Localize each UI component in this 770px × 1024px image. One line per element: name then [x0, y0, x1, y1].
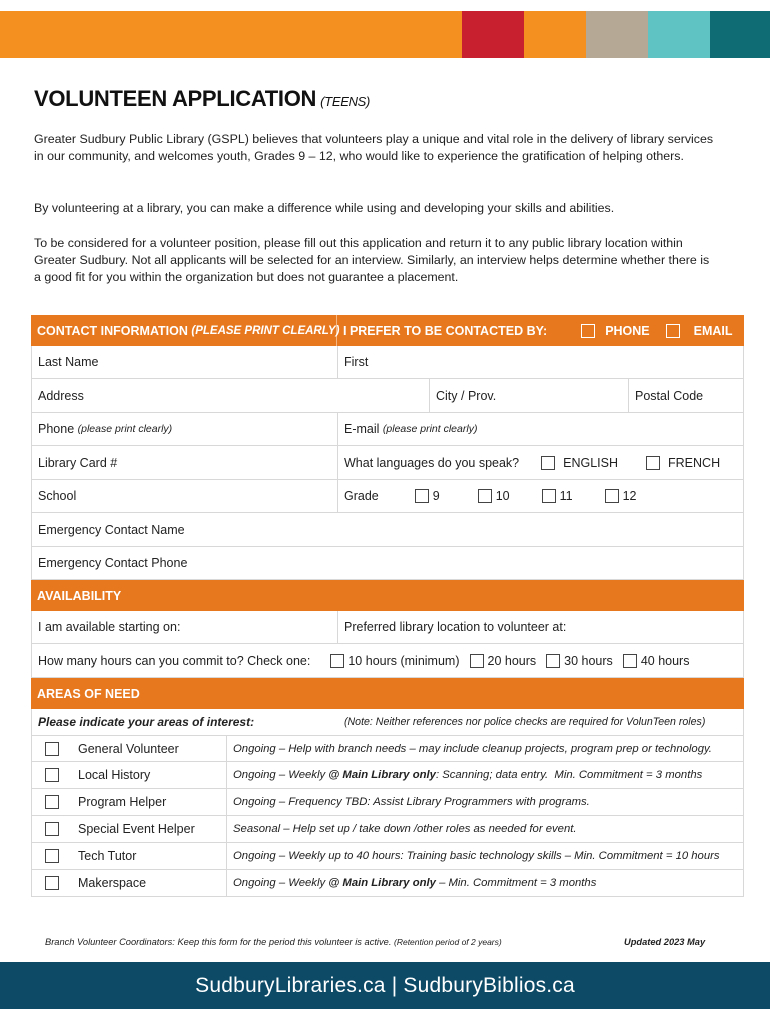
banner-segment-teal	[648, 11, 710, 58]
last-name-label: Last Name	[38, 355, 99, 369]
prefer-phone-option[interactable]	[581, 324, 649, 338]
first-name-label: First	[344, 355, 369, 369]
phone-note: (please print clearly)	[77, 423, 173, 435]
area-checkbox-cell	[32, 843, 72, 869]
phone-email-row	[31, 413, 744, 446]
hours-10-label: 10 hours (minimum)	[348, 653, 460, 668]
languages-field	[338, 446, 743, 479]
area-description-post: – Min. Commitment = 3 months	[435, 877, 597, 889]
banner-segment-orange-2	[524, 11, 586, 58]
address-row	[31, 379, 744, 413]
area-checkbox-cell	[32, 870, 72, 896]
area-checkbox-cell	[32, 736, 72, 761]
header-color-banner	[0, 11, 770, 58]
hours-20-option[interactable]	[470, 654, 537, 668]
area-name: Makerspace	[72, 870, 227, 896]
availability-header-row	[31, 580, 744, 611]
areas-note: (Note: Neither references nor police checks are required for VolunTeen roles)	[344, 716, 706, 728]
area-checkbox[interactable]	[45, 768, 59, 782]
postal-code-field[interactable]	[629, 379, 743, 412]
area-row	[31, 789, 744, 816]
area-checkbox[interactable]	[45, 795, 59, 809]
phone-label: Phone	[38, 422, 75, 436]
banner-segment-orange	[0, 11, 462, 58]
area-description	[227, 736, 743, 761]
card-language-row	[31, 446, 744, 480]
grade-label: Grade	[344, 489, 379, 503]
hours-field	[32, 644, 743, 677]
hours-40-checkbox[interactable]	[623, 654, 637, 668]
french-option[interactable]	[646, 456, 720, 470]
school-grade-row	[31, 480, 744, 513]
area-checkbox[interactable]	[45, 822, 59, 836]
hours-20-label: 20 hours	[487, 653, 537, 668]
retention-note: (Retention period of 2 years)	[394, 937, 502, 947]
area-description	[227, 870, 743, 896]
intro-paragraph-1: Greater Sudbury Public Library (GSPL) believes that volunteers play a unique and vital role in the delivery of library services in our community, and welcomes youth, Grades 9 – 12, who would like to experience the gratification of helping others.	[34, 132, 714, 163]
intro-paragraph-3: To be considered for a volunteer position, please fill out this application and return it to any public library location within Greater Sudbury. Not all applicants will be selected for an interview. Similarly, an interview helps determine whether there is a good fit for you within the organization but does not guarantee a placement.	[34, 236, 710, 284]
area-name: Program Helper	[72, 789, 227, 815]
area-checkbox[interactable]	[45, 849, 59, 863]
area-checkbox-cell	[32, 762, 72, 788]
school-label: School	[38, 489, 77, 503]
area-description	[227, 843, 743, 869]
email-label: E-mail	[344, 422, 380, 436]
area-checkbox[interactable]	[45, 742, 59, 756]
hours-40-label: 40 hours	[640, 653, 690, 668]
area-checkbox-cell	[32, 789, 72, 815]
hours-10-option[interactable]	[330, 654, 459, 668]
grade-12-label: 12	[622, 489, 637, 503]
banner-segment-dark-teal	[710, 11, 770, 58]
footer-logo-text: SudburyLibraries.ca | SudburyBiblios.ca	[195, 973, 575, 997]
intro-paragraph-2: By volunteering at a library, you can make a difference while using and developing your skills and abilities.	[34, 201, 615, 215]
hours-30-label: 30 hours	[564, 653, 613, 668]
hours-10-checkbox[interactable]	[330, 654, 344, 668]
city-label: City / Prov.	[436, 388, 497, 403]
area-row	[31, 762, 744, 789]
hours-row	[31, 644, 744, 678]
emergency-name-row	[31, 513, 744, 547]
grade-9-label: 9	[432, 489, 440, 503]
contact-header	[31, 315, 340, 346]
grade-10-option[interactable]	[478, 489, 510, 503]
contact-header-note: (PLEASE PRINT CLEARLY)	[191, 324, 340, 337]
area-description-pre: Ongoing – Frequency TBD: Assist Library Programmers with programs.	[233, 796, 590, 808]
contact-header-row	[31, 315, 744, 346]
coordinator-note-text: Branch Volunteer Coordinators: Keep this form for the period this volunteer is active.	[45, 937, 392, 947]
english-label: ENGLISH	[563, 455, 619, 470]
area-name: General Volunteer	[72, 736, 227, 761]
postal-code-label: Postal Code	[635, 388, 704, 403]
contact-preference-label: I PREFER TO BE CONTACTED BY:	[343, 323, 548, 338]
availability-start-row	[31, 611, 744, 644]
english-checkbox[interactable]	[541, 456, 555, 470]
area-checkbox[interactable]	[45, 876, 59, 890]
french-label: FRENCH	[668, 455, 721, 470]
area-description-bold: @ Main Library only	[328, 877, 436, 889]
hours-question: How many hours can you commit to? Check one:	[38, 653, 311, 668]
emergency-name-field[interactable]	[32, 513, 743, 546]
email-field[interactable]	[338, 413, 743, 445]
area-description	[227, 762, 743, 788]
banner-segment-red	[462, 11, 524, 58]
grade-12-checkbox[interactable]	[605, 489, 619, 503]
area-description-pre: Seasonal – Help set up / take down /other roles as needed for event.	[233, 823, 577, 835]
grade-9-option[interactable]	[415, 489, 440, 503]
areas-prompt-row	[31, 709, 744, 735]
name-row	[31, 346, 744, 379]
first-name-field[interactable]	[338, 346, 743, 378]
area-row	[31, 816, 744, 843]
title-main: VOLUNTEEN APPLICATION	[34, 86, 317, 111]
english-option[interactable]	[541, 456, 618, 470]
library-card-label: Library Card #	[38, 455, 118, 470]
grade-10-label: 10	[495, 489, 510, 503]
areas-prompt: Please indicate your areas of interest:	[38, 715, 255, 729]
application-form	[31, 315, 744, 897]
area-description	[227, 789, 743, 815]
area-description-bold: @ Main Library only	[328, 769, 436, 781]
areas-header: AREAS OF NEED	[37, 686, 140, 701]
hours-40-option[interactable]	[623, 654, 690, 668]
areas-list	[31, 735, 744, 897]
grade-field	[338, 480, 743, 512]
areas-header-row	[31, 678, 744, 709]
area-description-pre: Ongoing – Weekly	[233, 769, 329, 781]
emergency-name-label: Emergency Contact Name	[38, 522, 185, 537]
start-date-label: I am available starting on:	[38, 620, 181, 634]
area-row	[31, 870, 744, 897]
email-note: (please print clearly)	[382, 423, 478, 435]
prefer-phone-label: PHONE	[605, 323, 650, 338]
languages-question: What languages do you speak?	[344, 455, 520, 470]
area-name: Local History	[72, 762, 227, 788]
prefer-email-checkbox[interactable]	[666, 324, 680, 338]
prefer-phone-checkbox[interactable]	[581, 324, 595, 338]
grade-12-option[interactable]	[605, 489, 637, 503]
library-card-field[interactable]	[32, 446, 338, 479]
contact-preference	[337, 315, 755, 346]
start-date-field[interactable]	[32, 611, 338, 643]
title-sub: (TEENS)	[320, 94, 371, 109]
area-row	[31, 843, 744, 870]
area-row	[31, 735, 744, 762]
area-description-post: : Scanning; data entry. Min. Commitment = 3 months	[435, 769, 703, 781]
area-description-pre: Ongoing – Weekly up to 40 hours: Training basic technology skills – Min. Commitment = 10 hours	[233, 850, 720, 862]
preferred-location-label: Preferred library location to volunteer at:	[344, 620, 567, 634]
address-label: Address	[38, 388, 84, 403]
area-description	[227, 816, 743, 842]
emergency-phone-label: Emergency Contact Phone	[38, 556, 188, 570]
updated-date: Updated 2023 May	[624, 937, 706, 947]
grade-11-checkbox[interactable]	[542, 489, 556, 503]
french-checkbox[interactable]	[646, 456, 660, 470]
preferred-location-field[interactable]	[338, 611, 743, 643]
last-name-field[interactable]	[32, 346, 338, 378]
grade-10-checkbox[interactable]	[478, 489, 492, 503]
emergency-phone-field[interactable]	[32, 547, 743, 579]
grade-9-checkbox[interactable]	[415, 489, 429, 503]
area-description-pre: Ongoing – Weekly	[233, 877, 329, 889]
coordinator-note	[45, 937, 502, 947]
hours-20-checkbox[interactable]	[470, 654, 484, 668]
page-title	[34, 86, 370, 112]
area-name: Tech Tutor	[72, 843, 227, 869]
area-description-pre: Ongoing – Help with branch needs – may include cleanup projects, program prep or technology.	[233, 742, 712, 755]
hours-30-option[interactable]	[546, 654, 613, 668]
grade-11-label: 11	[559, 489, 573, 503]
phone-field[interactable]	[32, 413, 338, 445]
city-field[interactable]	[430, 379, 629, 412]
school-field[interactable]	[32, 480, 338, 512]
prefer-email-option[interactable]	[666, 324, 733, 338]
grade-11-option[interactable]	[542, 489, 573, 503]
emergency-phone-row	[31, 547, 744, 580]
address-field[interactable]	[32, 379, 430, 412]
prefer-email-label: EMAIL	[693, 323, 733, 338]
area-name: Special Event Helper	[72, 816, 227, 842]
contact-header-label: CONTACT INFORMATION	[37, 323, 188, 338]
hours-30-checkbox[interactable]	[546, 654, 560, 668]
area-checkbox-cell	[32, 816, 72, 842]
banner-segment-tan	[586, 11, 648, 58]
availability-header: AVAILABILITY	[37, 588, 122, 603]
footer-banner	[0, 962, 770, 1009]
